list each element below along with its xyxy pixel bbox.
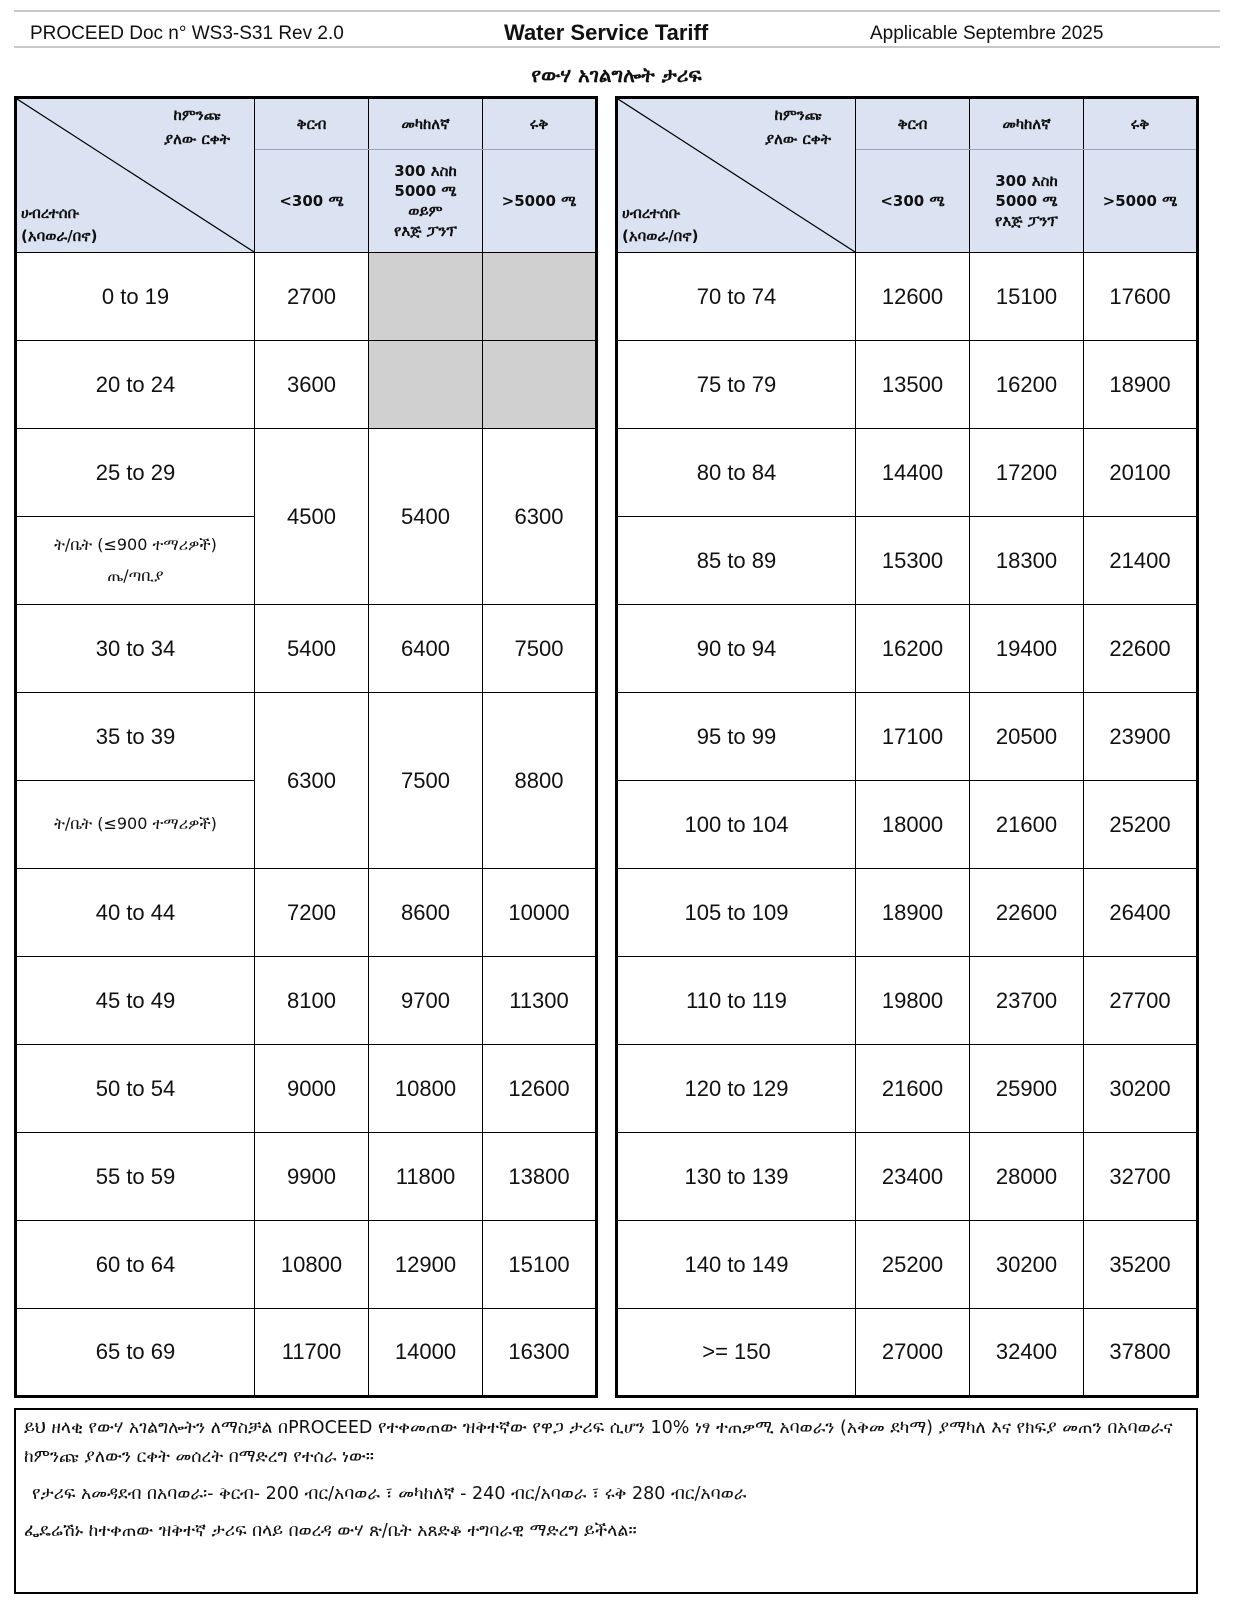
col-range-far: >5000 ሜ	[1084, 150, 1198, 253]
tariff-far: 30200	[1084, 1045, 1198, 1133]
tariff-medium: 7500	[369, 693, 483, 869]
table-row	[617, 781, 1198, 869]
tariff-near: 6300	[255, 693, 369, 869]
tariff-near: 23400	[856, 1133, 970, 1221]
tariff-medium: 10800	[369, 1045, 483, 1133]
tariff-near: 13500	[856, 341, 970, 429]
tariff-near: 21600	[856, 1045, 970, 1133]
tariff-medium: 14000	[369, 1309, 483, 1397]
tariff-far: 35200	[1084, 1221, 1198, 1309]
table-row	[16, 429, 597, 517]
tariff-near: 25200	[856, 1221, 970, 1309]
tariff-medium: 28000	[970, 1133, 1084, 1221]
tariff-near: 3600	[255, 341, 369, 429]
table-row	[16, 693, 597, 781]
tariff-far: 6300	[483, 429, 597, 605]
tariff-far: 17600	[1084, 253, 1198, 341]
table-row	[16, 1045, 597, 1133]
household-range: 40 to 44	[16, 869, 255, 957]
tariff-far: 10000	[483, 869, 597, 957]
tariff-far-na	[483, 341, 597, 429]
col-range-near: <300 ሜ	[856, 150, 970, 253]
tariff-far: 32700	[1084, 1133, 1198, 1221]
tariff-near: 8100	[255, 957, 369, 1045]
tariff-near: 2700	[255, 253, 369, 341]
tariff-table-right	[615, 96, 1199, 1398]
household-range: 100 to 104	[617, 781, 856, 869]
household-label: ሀብረተሰቡ (አባወራ/በኖ)	[622, 203, 699, 245]
household-range: 105 to 109	[617, 869, 856, 957]
tariff-far: 11300	[483, 957, 597, 1045]
note-purpose: ይህ ዘላቂ የውሃ አገልግሎትን ለማስቻል በPROCEED የተቀመጠው ዝቅተኛው የዋጋ ታሪፍ ሲሆን 10% ነፃ ተጠቃሚ አባወራን (አቅመ ደካማ) ያማካለ እና የክፍያ መጠን በአባወራና ከምንጩ ያለውን ርቀት መሰረት በማድረግ የተሰራ ነው።	[24, 1418, 1173, 1467]
tariff-medium: 17200	[970, 429, 1084, 517]
tariff-far: 12600	[483, 1045, 597, 1133]
amharic-title: የውሃ አገልግሎት ታሪፍ	[531, 63, 702, 87]
household-range: 55 to 59	[16, 1133, 255, 1221]
tariff-medium: 30200	[970, 1221, 1084, 1309]
table-row	[617, 869, 1198, 957]
col-range-near: <300 ሜ	[255, 150, 369, 253]
household-range: 0 to 19	[16, 253, 255, 341]
tariff-medium: 22600	[970, 869, 1084, 957]
tariff-near: 18000	[856, 781, 970, 869]
table-row	[617, 693, 1198, 781]
tariff-far: 16300	[483, 1309, 597, 1397]
tariff-medium: 21600	[970, 781, 1084, 869]
tariff-medium: 11800	[369, 1133, 483, 1221]
household-range: 20 to 24	[16, 341, 255, 429]
table-row	[617, 1133, 1198, 1221]
tariff-near: 18900	[856, 869, 970, 957]
table-row	[617, 341, 1198, 429]
household-range: 140 to 149	[617, 1221, 856, 1309]
school-label: ት/ቤት (≤900 ተማሪዎች)	[16, 781, 255, 869]
col-header-medium: መካከለኛ	[970, 98, 1084, 150]
notes-box	[14, 1408, 1198, 1594]
tariff-medium: 15100	[970, 253, 1084, 341]
tariff-near: 16200	[856, 605, 970, 693]
table-row	[617, 1221, 1198, 1309]
document-title: Water Service Tariff	[504, 20, 709, 45]
header-corner	[617, 98, 856, 253]
col-range-medium: 300 እስከ 5000 ሜ የእጅ ፓንፕ	[970, 150, 1084, 253]
tariff-medium: 18300	[970, 517, 1084, 605]
table-row	[16, 957, 597, 1045]
tariff-far: 7500	[483, 605, 597, 693]
col-header-near: ቅርብ	[255, 98, 369, 150]
tariff-medium: 23700	[970, 957, 1084, 1045]
table-row	[617, 605, 1198, 693]
tariff-near: 15300	[856, 517, 970, 605]
table-row	[16, 605, 597, 693]
tariff-near: 4500	[255, 429, 369, 605]
tariff-medium: 8600	[369, 869, 483, 957]
household-range: 60 to 64	[16, 1221, 255, 1309]
tariff-far-na	[483, 253, 597, 341]
household-range: 75 to 79	[617, 341, 856, 429]
tariff-near: 9000	[255, 1045, 369, 1133]
tariff-near: 5400	[255, 605, 369, 693]
document-header	[14, 10, 1220, 48]
col-header-far: ሩቅ	[1084, 98, 1198, 150]
tariff-far: 22600	[1084, 605, 1198, 693]
tariff-far: 13800	[483, 1133, 597, 1221]
tariff-medium: 32400	[970, 1309, 1084, 1397]
table-row	[16, 1221, 597, 1309]
table-row	[16, 1133, 597, 1221]
tariff-medium: 20500	[970, 693, 1084, 781]
tariff-near: 19800	[856, 957, 970, 1045]
tariff-far: 21400	[1084, 517, 1198, 605]
header-corner	[16, 98, 255, 253]
table-row	[16, 341, 597, 429]
tariff-far: 27700	[1084, 957, 1198, 1045]
tariff-near: 11700	[255, 1309, 369, 1397]
tariff-medium-na	[369, 253, 483, 341]
applicable-date: Applicable Septembre 2025	[870, 23, 1104, 44]
household-range: 30 to 34	[16, 605, 255, 693]
tariff-medium-na	[369, 341, 483, 429]
tariff-medium: 19400	[970, 605, 1084, 693]
tariff-medium: 12900	[369, 1221, 483, 1309]
tariff-near: 14400	[856, 429, 970, 517]
col-header-medium: መካከለኛ	[369, 98, 483, 150]
household-label: ሀብረተሰቡ (አባወራ/በኖ)	[21, 203, 98, 245]
household-range: 65 to 69	[16, 1309, 255, 1397]
household-range: 70 to 74	[617, 253, 856, 341]
table-row	[617, 1045, 1198, 1133]
note-federation: ፌዴሬሽኑ ከተቀጠው ዝቅተኛ ታሪፍ በላይ በወረዳ ውሃ ጽ/ቤት አጸድቆ ተግባራዊ ማድረግ ይችላል።	[24, 1521, 637, 1541]
table-row	[16, 253, 597, 341]
tariff-far: 26400	[1084, 869, 1198, 957]
household-range: 45 to 49	[16, 957, 255, 1045]
distance-label: ከምንጩ ያለው ርቀት	[164, 106, 230, 148]
tariff-near: 10800	[255, 1221, 369, 1309]
tariff-medium: 9700	[369, 957, 483, 1045]
col-header-near: ቅርብ	[856, 98, 970, 150]
col-range-far: >5000 ሜ	[483, 150, 597, 253]
table-row	[617, 957, 1198, 1045]
tariff-medium: 6400	[369, 605, 483, 693]
note-tariff-per-household: የታሪፍ አመዳደብ በአባወራ፡- ቅርብ- 200 ብር/አባወራ ፣ መካከለኛ - 240 ብር/አባወራ ፣ ሩቅ 280 ብር/አባወራ	[32, 1484, 747, 1504]
tariff-far: 15100	[483, 1221, 597, 1309]
table-row	[617, 253, 1198, 341]
tariff-table-left	[14, 96, 598, 1398]
school-health-post-label: ት/ቤት (≤900 ተማሪዎች) ጤ/ጣቢያ	[16, 517, 255, 605]
table-row	[16, 1309, 597, 1397]
household-range: >= 150	[617, 1309, 856, 1397]
col-range-medium: 300 እስከ 5000 ሜ ወይም የእጅ ፓንፕ	[369, 150, 483, 253]
tariff-medium: 16200	[970, 341, 1084, 429]
tariff-near: 17100	[856, 693, 970, 781]
tariff-far: 37800	[1084, 1309, 1198, 1397]
tariff-far: 20100	[1084, 429, 1198, 517]
tariff-medium: 5400	[369, 429, 483, 605]
doc-reference: PROCEED Doc n° WS3-S31 Rev 2.0	[30, 23, 344, 44]
household-range: 110 to 119	[617, 957, 856, 1045]
tariff-far: 18900	[1084, 341, 1198, 429]
household-range: 90 to 94	[617, 605, 856, 693]
col-header-far: ሩቅ	[483, 98, 597, 150]
household-range: 130 to 139	[617, 1133, 856, 1221]
table-row	[16, 869, 597, 957]
household-range: 25 to 29	[16, 429, 255, 517]
tariff-near: 9900	[255, 1133, 369, 1221]
tariff-medium: 25900	[970, 1045, 1084, 1133]
household-range: 50 to 54	[16, 1045, 255, 1133]
household-range: 80 to 84	[617, 429, 856, 517]
table-row	[617, 517, 1198, 605]
household-range: 35 to 39	[16, 693, 255, 781]
tariff-far: 23900	[1084, 693, 1198, 781]
distance-label: ከምንጩ ያለው ርቀት	[765, 106, 831, 148]
table-row	[617, 429, 1198, 517]
tariff-near: 27000	[856, 1309, 970, 1397]
household-range: 120 to 129	[617, 1045, 856, 1133]
tariff-far: 25200	[1084, 781, 1198, 869]
household-range: 95 to 99	[617, 693, 856, 781]
table-row	[617, 1309, 1198, 1397]
tariff-near: 7200	[255, 869, 369, 957]
tariff-near: 12600	[856, 253, 970, 341]
household-range: 85 to 89	[617, 517, 856, 605]
tariff-far: 8800	[483, 693, 597, 869]
